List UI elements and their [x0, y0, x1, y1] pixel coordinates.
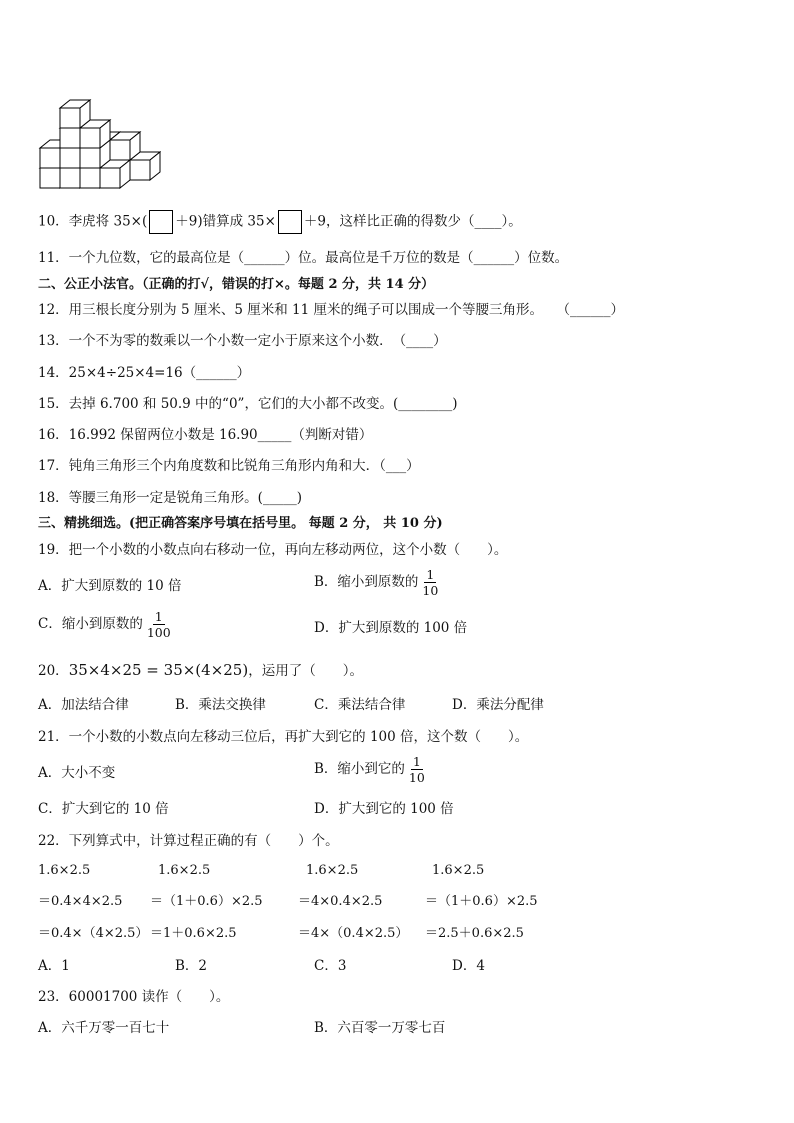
frac-denominator: 100	[146, 625, 171, 640]
section-3-heading: 三、精挑细选。(把正确答案序号填在括号里。 每题 2 分， 共 10 分)	[38, 516, 443, 531]
q10-answer-box-2[interactable]	[278, 210, 302, 234]
q22-option-c[interactable]: C．3	[314, 958, 347, 974]
cube-face	[60, 108, 80, 128]
q19-option-d[interactable]: D．扩大到原数的 100 倍	[314, 620, 468, 636]
question-20-stem	[38, 660, 363, 681]
cube-face	[80, 128, 100, 148]
cube-face	[60, 148, 80, 168]
q23-option-b[interactable]: B．六百零一万零七百	[314, 1020, 446, 1036]
question-15: 15．去掉 6.700 和 50.9 中的“0”，它们的大小都不改变。(________)	[38, 396, 458, 412]
q21-option-c[interactable]: C．扩大到它的 10 倍	[38, 801, 169, 817]
frac-denominator: 10	[422, 583, 439, 598]
q22-calc-4-line-2: ＝（1＋0.6）×2.5	[425, 894, 538, 909]
question-19-stem: 19．把一个小数的小数点向右移动一位，再向左移动两位，这个小数（ ）。	[38, 542, 508, 558]
cube-face	[100, 168, 120, 188]
q19-option-b-fraction	[420, 567, 440, 598]
q19-option-b-text: B．缩小到原数的	[314, 574, 419, 590]
q19-option-a[interactable]: A．扩大到原数的 10 倍	[38, 578, 182, 594]
q19-option-c[interactable]	[38, 609, 175, 640]
q10-text-4: ）。	[501, 213, 522, 230]
q23-option-a[interactable]: A．六千万零一百七十	[38, 1020, 170, 1036]
frac-numerator: 1	[426, 567, 435, 582]
question-18: 18．等腰三角形一定是锐角三角形。(_____)	[38, 490, 302, 506]
q21-option-b-text: B．缩小到它的	[314, 761, 405, 777]
question-21-stem: 21．一个小数的小数点向左移动三位后，再扩大到它的 100 倍，这个数（ ）。	[38, 729, 529, 745]
cube-face	[60, 128, 80, 148]
frac-numerator: 1	[154, 609, 163, 624]
q10-text-3: ＋9，这样比正确的得数少（	[303, 213, 475, 230]
question-16: 16．16.992 保留两位小数是 16.90_____（判断对错）	[38, 427, 373, 443]
cube-face	[80, 168, 100, 188]
question-11: 11．一个九位数，它的最高位是（______）位。最高位是千万位的数是（______）位数。	[38, 250, 569, 266]
question-17: 17．钝角三角形三个内角度数和比锐角三角形内角和大．（___）	[38, 458, 420, 474]
q20-option-a[interactable]: A．加法结合律	[38, 697, 129, 713]
q10-text-2: ＋9)错算成 35×	[175, 213, 276, 230]
q21-option-b-fraction	[407, 754, 427, 785]
q10-text-1: 李虎将 35×(	[68, 213, 148, 230]
q21-option-b[interactable]	[314, 754, 429, 785]
q22-option-d[interactable]: D．4	[452, 958, 485, 974]
section-2-heading: 二、公正小法官。（正确的打√，错误的打×。每题 2 分，共 14 分）	[38, 277, 435, 292]
q22-calc-3-line-2: ＝4×0.4×2.5	[298, 894, 383, 909]
q22-calc-4-line-3: ＝2.5＋0.6×2.5	[425, 926, 524, 941]
q19-option-c-text: C．缩小到原数的	[38, 616, 143, 632]
frac-numerator: 1	[412, 754, 421, 769]
frac-denominator: 10	[408, 770, 425, 785]
cube-face	[40, 168, 60, 188]
question-14: 14．25×4÷25×4=16（______）	[38, 365, 251, 381]
q22-calc-1-line-3: ＝0.4×（4×2.5）	[38, 926, 149, 941]
q22-calc-1-line-2: ＝0.4×4×2.5	[38, 894, 123, 909]
q22-calc-2-line-3: ＝1＋0.6×2.5	[150, 926, 237, 941]
cube-face	[80, 148, 100, 168]
question-10	[38, 210, 522, 234]
question-23-stem: 23．60001700 读作（ ）。	[38, 989, 230, 1005]
cube-face	[40, 148, 60, 168]
q22-calc-4-line-1: 1.6×2.5	[432, 863, 485, 878]
q20-option-d[interactable]: D．乘法分配律	[452, 697, 544, 713]
q22-calc-2-line-1: 1.6×2.5	[158, 863, 211, 878]
q10-number: 10．	[38, 213, 69, 230]
q22-calc-3-line-3: ＝4×（0.4×2.5）	[298, 926, 409, 941]
q10-blank[interactable]: ____	[474, 213, 502, 230]
q20-text: ，运用了（ ）。	[248, 663, 363, 679]
cube-face	[110, 140, 130, 160]
q22-calc-2-line-2: ＝（1＋0.6）×2.5	[150, 894, 263, 909]
q22-calc-3-line-1: 1.6×2.5	[306, 863, 359, 878]
stacked-cubes-figure	[36, 92, 161, 192]
q22-option-b[interactable]: B．2	[175, 958, 208, 974]
cube-face	[130, 160, 150, 180]
question-22-stem: 22．下列算式中，计算过程正确的有（ ）个。	[38, 833, 339, 849]
q19-option-b[interactable]	[314, 567, 442, 598]
q20-number: 20．	[38, 663, 69, 679]
q10-answer-box-1[interactable]	[149, 210, 173, 234]
cube-face	[60, 168, 80, 188]
question-13: 13．一个不为零的数乘以一个小数一定小于原来这个小数． （____）	[38, 333, 447, 349]
q20-expression: 35×4×25 = 35×(4×25)	[68, 661, 249, 679]
q22-option-a[interactable]: A．1	[38, 958, 70, 974]
q22-calc-1-line-1: 1.6×2.5	[38, 863, 91, 878]
q20-option-b[interactable]: B．乘法交换律	[175, 697, 266, 713]
q21-option-d[interactable]: D．扩大到它的 100 倍	[314, 801, 454, 817]
q19-option-c-fraction	[145, 609, 173, 640]
question-12: 12．用三根长度分别为 5 厘米、5 厘米和 11 厘米的绳子可以围成一个等腰三角形。 （______）	[38, 302, 624, 318]
q21-option-a[interactable]: A．大小不变	[38, 765, 116, 781]
q20-option-c[interactable]: C．乘法结合律	[314, 697, 406, 713]
